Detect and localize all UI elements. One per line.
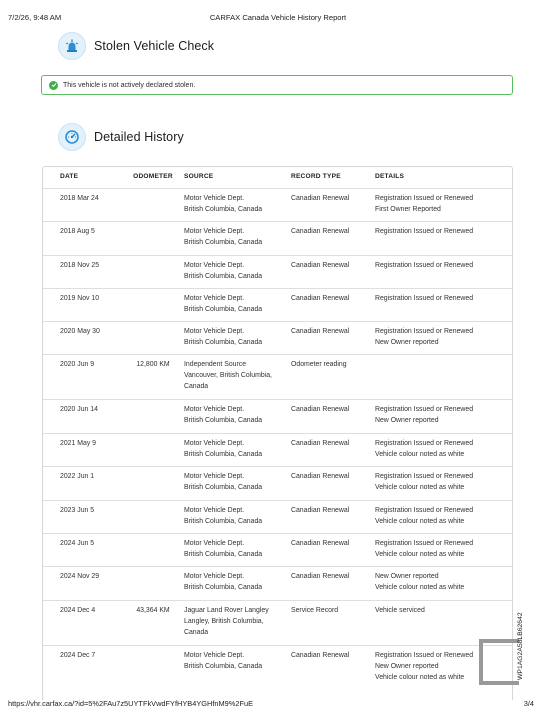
row-source: Motor Vehicle Dept. British Columbia, Canada xyxy=(184,406,263,424)
row-date: 2021 May 9 xyxy=(60,440,97,447)
check-circle-icon xyxy=(49,81,58,90)
table-row xyxy=(43,189,512,222)
row-odometer xyxy=(122,227,184,255)
page-url[interactable]: https://vhr.carfax.ca/?id=5%2FAu7z5UYTFkVwdFYfHYB4YGHfnM9%2FuE xyxy=(8,699,254,708)
table-row xyxy=(43,322,512,355)
table-row xyxy=(43,534,512,567)
stolen-status-text: This vehicle is not actively declared stolen. xyxy=(63,81,196,89)
row-record-type: Odometer reading xyxy=(291,361,347,368)
row-odometer xyxy=(122,405,184,433)
print-header xyxy=(0,13,556,25)
row-date: 2020 Jun 9 xyxy=(60,361,95,368)
row-odometer: 43,364 KM xyxy=(136,607,170,614)
history-table xyxy=(42,166,513,700)
row-source: Motor Vehicle Dept. British Columbia, Canada xyxy=(184,473,263,491)
stolen-status-notice xyxy=(41,75,513,95)
table-row xyxy=(43,501,512,534)
row-date: 2024 Jun 5 xyxy=(60,540,95,547)
row-odometer: 12,800 KM xyxy=(136,361,170,368)
row-source: Motor Vehicle Dept. British Columbia, Canada xyxy=(184,195,263,213)
row-source: Motor Vehicle Dept. British Columbia, Canada xyxy=(184,540,263,558)
row-source: Motor Vehicle Dept. British Columbia, Canada xyxy=(184,507,263,525)
row-odometer xyxy=(122,651,184,692)
row-record-type: Canadian Renewal xyxy=(291,228,350,235)
row-date: 2018 Mar 24 xyxy=(60,195,99,202)
row-record-type: Canadian Renewal xyxy=(291,473,350,480)
detailed-history-header xyxy=(58,123,184,151)
siren-icon xyxy=(58,32,86,60)
row-details: Registration Issued or Renewed xyxy=(375,262,474,269)
table-row xyxy=(43,601,512,646)
row-details: Registration Issued or Renewed New Owner reported Vehicle colour noted as white xyxy=(375,652,474,681)
row-date: 2023 Jun 5 xyxy=(60,507,95,514)
row-date: 2018 Nov 25 xyxy=(60,262,100,269)
table-row xyxy=(43,256,512,289)
row-record-type: Canadian Renewal xyxy=(291,328,350,335)
row-date: 2024 Dec 7 xyxy=(60,652,96,659)
page-number: 3/4 xyxy=(523,699,534,708)
stolen-check-header xyxy=(58,32,214,60)
row-details: Registration Issued or Renewed Vehicle colour noted as white xyxy=(375,540,474,558)
row-details: Vehicle serviced xyxy=(375,607,425,614)
row-date: 2022 Jun 1 xyxy=(60,473,95,480)
row-record-type: Canadian Renewal xyxy=(291,440,350,447)
row-source: Motor Vehicle Dept. British Columbia, Canada xyxy=(184,295,263,313)
row-details: Registration Issued or Renewed Vehicle colour noted as white xyxy=(375,473,474,491)
row-record-type: Canadian Renewal xyxy=(291,652,350,659)
row-source: Motor Vehicle Dept. British Columbia, Canada xyxy=(184,328,263,346)
row-record-type: Canadian Renewal xyxy=(291,507,350,514)
row-record-type: Service Record xyxy=(291,607,339,614)
column-header-details: DETAILS xyxy=(375,173,405,181)
column-header-source: SOURCE xyxy=(184,173,214,181)
row-record-type: Canadian Renewal xyxy=(291,262,350,269)
row-odometer xyxy=(122,539,184,566)
table-header-row xyxy=(43,167,512,189)
table-row xyxy=(43,434,512,467)
print-footer xyxy=(0,699,556,711)
row-record-type: Canadian Renewal xyxy=(291,295,350,302)
row-record-type: Canadian Renewal xyxy=(291,540,350,547)
row-details: Registration Issued or Renewed New Owner reported xyxy=(375,328,474,346)
row-source: Jaguar Land Rover Langley Langley, British Columbia, Canada xyxy=(184,607,269,636)
side-vin-label: WP1AG2A58LB62642 xyxy=(517,612,524,680)
row-record-type: Canadian Renewal xyxy=(291,573,350,580)
corner-marker xyxy=(479,639,519,685)
print-datetime: 7/2/26, 9:48 AM xyxy=(8,13,62,22)
row-date: 2020 May 30 xyxy=(60,328,100,335)
row-date: 2018 Aug 5 xyxy=(60,228,95,235)
row-odometer xyxy=(122,261,184,288)
row-odometer xyxy=(122,194,184,221)
row-source: Motor Vehicle Dept. British Columbia, Canada xyxy=(184,228,263,246)
row-source: Motor Vehicle Dept. British Columbia, Canada xyxy=(184,652,263,670)
stolen-check-title: Stolen Vehicle Check xyxy=(94,39,215,53)
row-details: New Owner reported Vehicle colour noted as white xyxy=(375,573,465,591)
table-row xyxy=(43,289,512,322)
row-source: Independent Source Vancouver, British Columbia, Canada xyxy=(184,361,272,390)
table-row xyxy=(43,400,512,434)
row-details: Registration Issued or Renewed Vehicle colour noted as white xyxy=(375,440,474,458)
column-header-date: DATE xyxy=(60,173,79,181)
print-title: CARFAX Canada Vehicle History Report xyxy=(209,13,347,22)
row-details xyxy=(375,360,512,399)
row-source: Motor Vehicle Dept. British Columbia, Canada xyxy=(184,573,263,591)
detailed-history-title: Detailed History xyxy=(94,130,184,144)
row-source: Motor Vehicle Dept. British Columbia, Canada xyxy=(184,262,263,280)
row-details: Registration Issued or Renewed xyxy=(375,228,474,235)
row-source: Motor Vehicle Dept. British Columbia, Canada xyxy=(184,440,263,458)
row-details: Registration Issued or Renewed New Owner reported xyxy=(375,406,474,424)
row-record-type: Canadian Renewal xyxy=(291,195,350,202)
table-row xyxy=(43,646,512,692)
row-date: 2024 Dec 4 xyxy=(60,607,96,614)
row-odometer xyxy=(122,506,184,533)
row-date: 2024 Nov 29 xyxy=(60,573,100,580)
table-row xyxy=(43,467,512,501)
row-details: Registration Issued or Renewed Vehicle colour noted as white xyxy=(375,507,474,525)
gauge-icon xyxy=(58,123,86,151)
table-row xyxy=(43,355,512,400)
row-odometer xyxy=(122,327,184,354)
row-date: 2020 Jun 14 xyxy=(60,406,98,413)
row-date: 2019 Nov 10 xyxy=(60,295,100,302)
row-record-type: Canadian Renewal xyxy=(291,406,350,413)
table-row xyxy=(43,222,512,256)
row-odometer xyxy=(122,439,184,466)
column-header-record-type: RECORD TYPE xyxy=(291,173,341,181)
row-odometer xyxy=(122,294,184,321)
column-header-odometer: ODOMETER xyxy=(133,173,173,181)
row-odometer xyxy=(122,572,184,600)
row-odometer xyxy=(122,472,184,500)
row-details: Registration Issued or Renewed xyxy=(375,295,474,302)
table-row xyxy=(43,567,512,601)
row-details: Registration Issued or Renewed First Owner Reported xyxy=(375,195,474,213)
